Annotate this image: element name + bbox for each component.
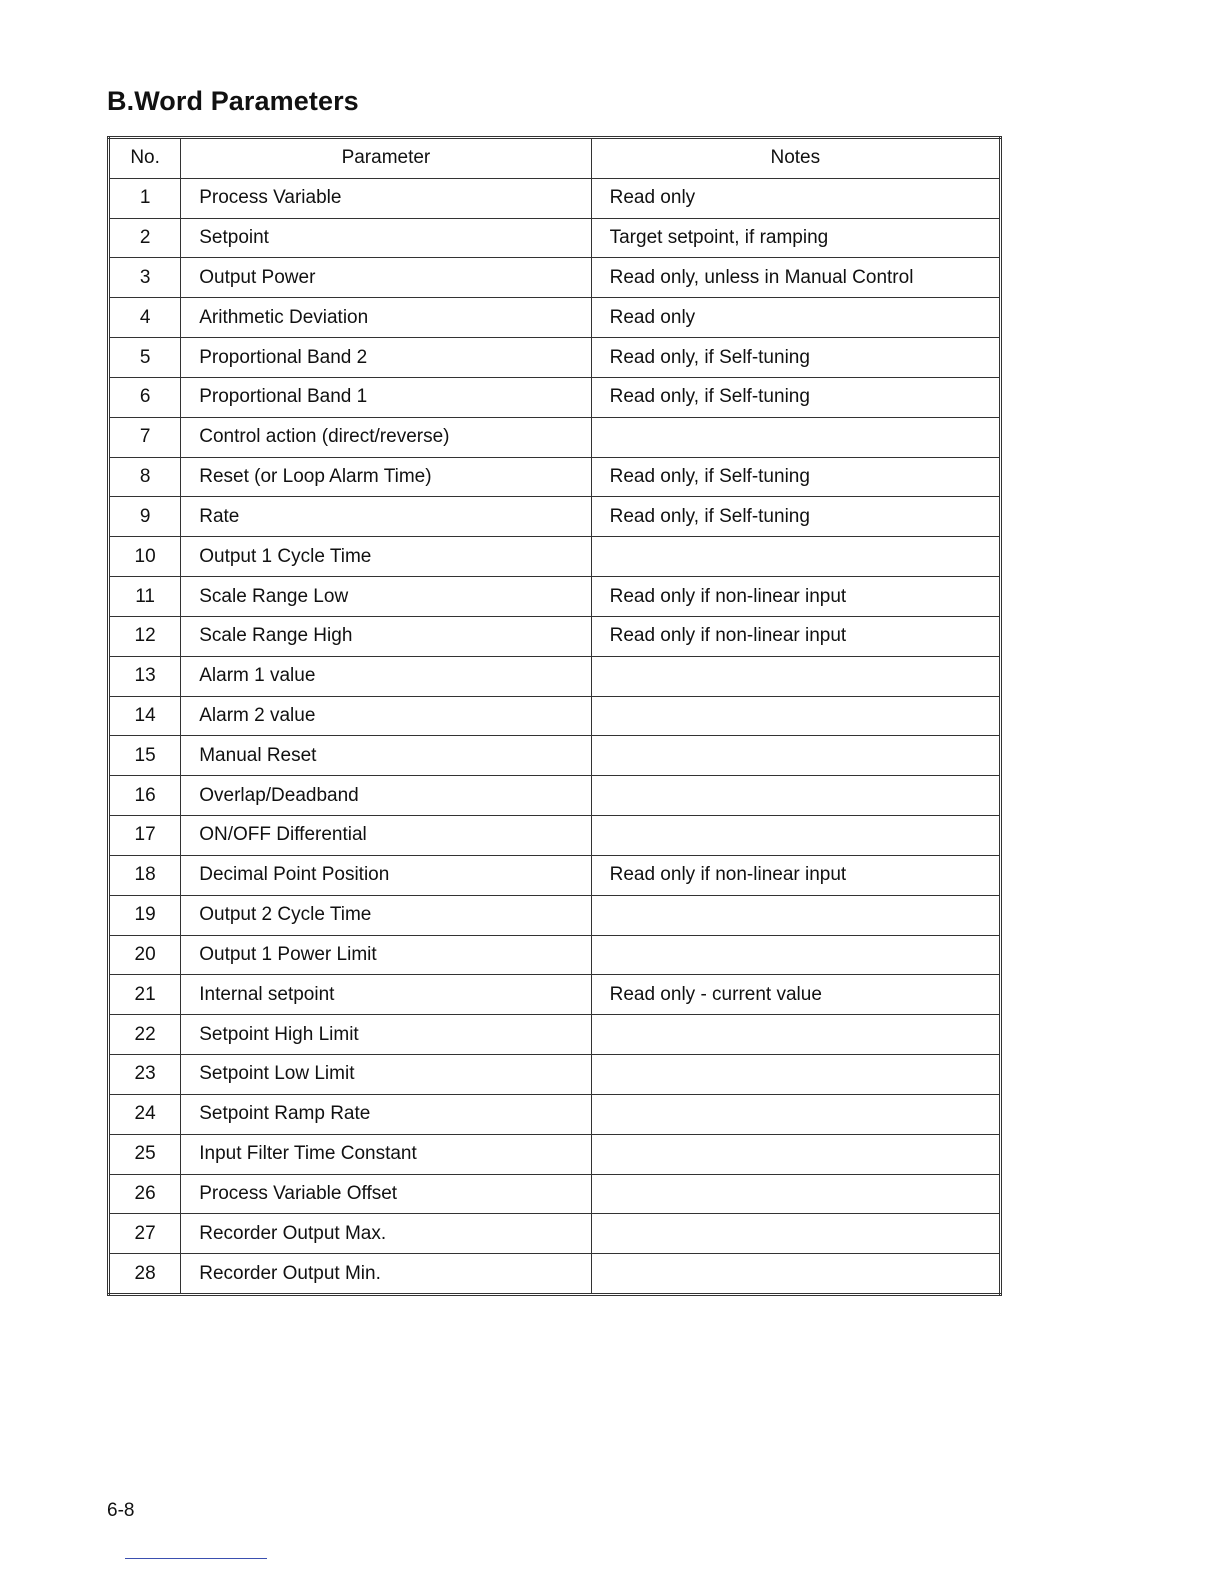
row-parameter: Setpoint <box>181 218 591 258</box>
table-row <box>109 975 1001 1015</box>
row-no: 17 <box>109 816 181 856</box>
row-parameter: Input Filter Time Constant <box>181 1134 591 1174</box>
table-row <box>109 218 1001 258</box>
row-notes <box>591 1055 1000 1095</box>
table-row <box>109 855 1001 895</box>
row-notes <box>591 1015 1000 1055</box>
row-notes <box>591 1174 1000 1214</box>
row-notes: Read only - current value <box>591 975 1000 1015</box>
row-no: 26 <box>109 1174 181 1214</box>
row-no: 4 <box>109 298 181 338</box>
row-notes <box>591 417 1000 457</box>
row-no: 12 <box>109 616 181 656</box>
row-notes: Read only, if Self-tuning <box>591 457 1000 497</box>
page-number: 6-8 <box>107 1500 135 1521</box>
row-parameter: ON/OFF Differential <box>181 816 591 856</box>
row-parameter: Proportional Band 2 <box>181 338 591 378</box>
row-no: 9 <box>109 497 181 537</box>
row-no: 1 <box>109 178 181 218</box>
row-notes: Read only if non-linear input <box>591 577 1000 617</box>
row-no: 11 <box>109 577 181 617</box>
row-notes: Read only, if Self-tuning <box>591 377 1000 417</box>
row-notes <box>591 1134 1000 1174</box>
row-notes <box>591 1094 1000 1134</box>
row-parameter: Setpoint High Limit <box>181 1015 591 1055</box>
row-parameter: Scale Range Low <box>181 577 591 617</box>
row-parameter: Scale Range High <box>181 616 591 656</box>
row-notes <box>591 537 1000 577</box>
row-no: 8 <box>109 457 181 497</box>
row-notes <box>591 1214 1000 1254</box>
row-no: 19 <box>109 895 181 935</box>
row-parameter: Recorder Output Min. <box>181 1254 591 1295</box>
table-row <box>109 537 1001 577</box>
row-no: 3 <box>109 258 181 298</box>
row-notes: Read only, unless in Manual Control <box>591 258 1000 298</box>
table-row <box>109 298 1001 338</box>
table-row <box>109 497 1001 537</box>
row-notes: Target setpoint, if ramping <box>591 218 1000 258</box>
row-notes: Read only, if Self-tuning <box>591 497 1000 537</box>
table-header-row <box>109 138 1001 179</box>
row-parameter: Manual Reset <box>181 736 591 776</box>
table-row <box>109 417 1001 457</box>
row-no: 20 <box>109 935 181 975</box>
word-parameters-table <box>107 136 1002 1296</box>
row-no: 18 <box>109 855 181 895</box>
table-row <box>109 895 1001 935</box>
table-row <box>109 1134 1001 1174</box>
row-parameter: Output Power <box>181 258 591 298</box>
row-no: 28 <box>109 1254 181 1295</box>
footer-rule <box>125 1558 267 1559</box>
row-no: 15 <box>109 736 181 776</box>
row-no: 5 <box>109 338 181 378</box>
table-row <box>109 736 1001 776</box>
table-row <box>109 1254 1001 1295</box>
row-parameter: Reset (or Loop Alarm Time) <box>181 457 591 497</box>
row-notes <box>591 1254 1000 1295</box>
row-parameter: Setpoint Low Limit <box>181 1055 591 1095</box>
row-no: 10 <box>109 537 181 577</box>
table-row <box>109 1015 1001 1055</box>
row-parameter: Control action (direct/reverse) <box>181 417 591 457</box>
row-notes <box>591 816 1000 856</box>
row-parameter: Output 2 Cycle Time <box>181 895 591 935</box>
row-no: 6 <box>109 377 181 417</box>
table-row <box>109 616 1001 656</box>
row-notes <box>591 776 1000 816</box>
table-body <box>109 178 1001 1294</box>
table-row <box>109 1055 1001 1095</box>
row-notes <box>591 696 1000 736</box>
row-no: 14 <box>109 696 181 736</box>
table-row <box>109 377 1001 417</box>
row-notes: Read only if non-linear input <box>591 616 1000 656</box>
row-notes <box>591 736 1000 776</box>
row-notes: Read only, if Self-tuning <box>591 338 1000 378</box>
row-parameter: Arithmetic Deviation <box>181 298 591 338</box>
row-parameter: Recorder Output Max. <box>181 1214 591 1254</box>
header-no: No. <box>109 138 181 179</box>
table-row <box>109 178 1001 218</box>
row-parameter: Internal setpoint <box>181 975 591 1015</box>
row-parameter: Alarm 2 value <box>181 696 591 736</box>
header-notes: Notes <box>591 138 1000 179</box>
row-notes <box>591 656 1000 696</box>
table-row <box>109 258 1001 298</box>
table-row <box>109 656 1001 696</box>
row-no: 16 <box>109 776 181 816</box>
table-row <box>109 457 1001 497</box>
table-row <box>109 776 1001 816</box>
row-no: 27 <box>109 1214 181 1254</box>
row-no: 21 <box>109 975 181 1015</box>
row-no: 22 <box>109 1015 181 1055</box>
row-no: 2 <box>109 218 181 258</box>
row-parameter: Output 1 Cycle Time <box>181 537 591 577</box>
table-row <box>109 1214 1001 1254</box>
header-parameter: Parameter <box>181 138 591 179</box>
row-no: 7 <box>109 417 181 457</box>
row-parameter: Setpoint Ramp Rate <box>181 1094 591 1134</box>
table-row <box>109 1174 1001 1214</box>
row-parameter: Alarm 1 value <box>181 656 591 696</box>
row-parameter: Process Variable Offset <box>181 1174 591 1214</box>
table-row <box>109 696 1001 736</box>
row-parameter: Overlap/Deadband <box>181 776 591 816</box>
row-no: 24 <box>109 1094 181 1134</box>
table-row <box>109 816 1001 856</box>
row-notes: Read only if non-linear input <box>591 855 1000 895</box>
row-notes: Read only <box>591 178 1000 218</box>
table-row <box>109 338 1001 378</box>
row-parameter: Output 1 Power Limit <box>181 935 591 975</box>
row-no: 13 <box>109 656 181 696</box>
row-no: 25 <box>109 1134 181 1174</box>
row-notes <box>591 895 1000 935</box>
table-row <box>109 1094 1001 1134</box>
table-row <box>109 577 1001 617</box>
table-row <box>109 935 1001 975</box>
page-title: B.Word Parameters <box>107 86 359 116</box>
row-parameter: Decimal Point Position <box>181 855 591 895</box>
row-parameter: Proportional Band 1 <box>181 377 591 417</box>
row-notes: Read only <box>591 298 1000 338</box>
row-notes <box>591 935 1000 975</box>
row-parameter: Rate <box>181 497 591 537</box>
row-no: 23 <box>109 1055 181 1095</box>
row-parameter: Process Variable <box>181 178 591 218</box>
